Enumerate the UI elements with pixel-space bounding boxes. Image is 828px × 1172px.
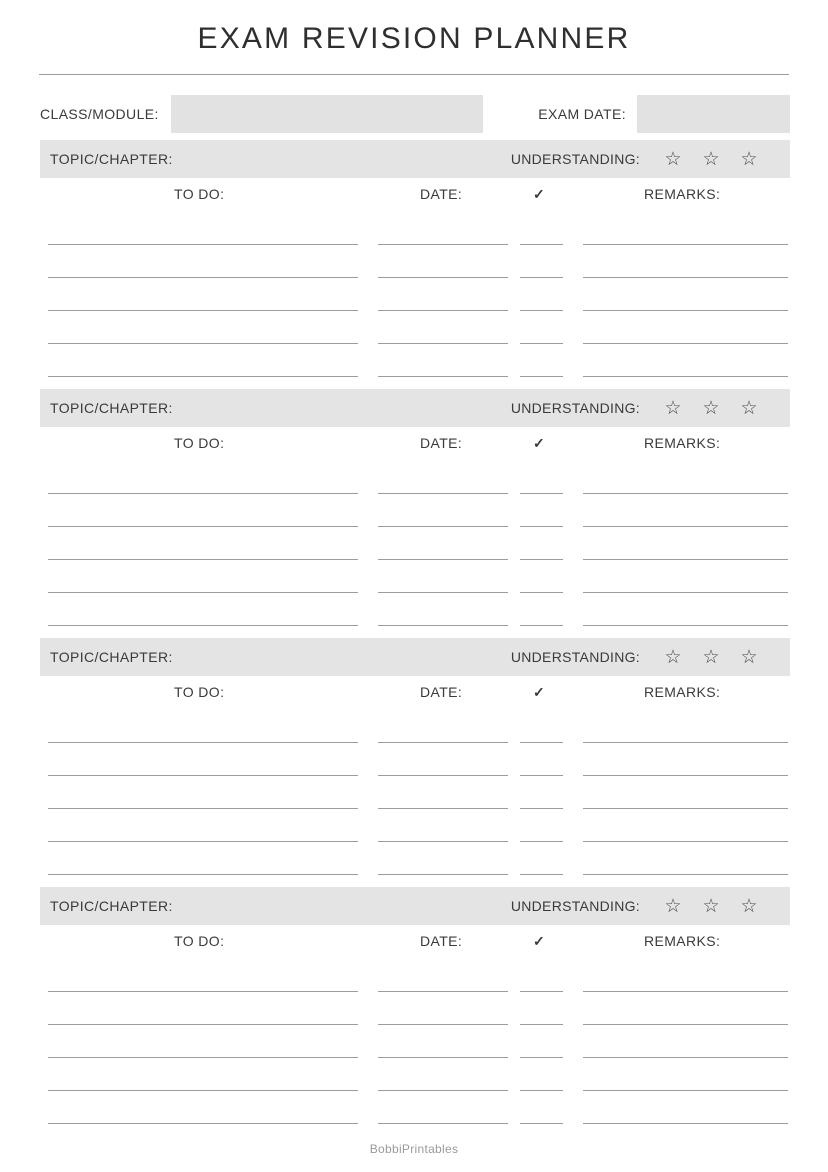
title-divider — [39, 74, 789, 75]
remarks-column-header: REMARKS: — [644, 933, 721, 949]
column-header-row — [40, 427, 790, 461]
star-icon[interactable]: ☆ — [740, 397, 758, 419]
understanding-label: UNDERSTANDING: — [510, 898, 640, 914]
topic-header-bar[interactable] — [40, 887, 790, 925]
entry-row — [40, 278, 790, 311]
remarks-column-header: REMARKS: — [644, 435, 721, 451]
todo-column-header: TO DO: — [174, 435, 225, 451]
entry-row — [40, 1058, 790, 1091]
entry-rows — [40, 959, 790, 1124]
understanding-rating — [654, 150, 768, 169]
understanding-label: UNDERSTANDING: — [510, 649, 640, 665]
topic-section — [40, 389, 790, 626]
topic-section — [40, 887, 790, 1124]
entry-row — [40, 212, 790, 245]
date-write-line[interactable] — [378, 1123, 508, 1124]
entry-row — [40, 245, 790, 278]
star-icon[interactable]: ☆ — [664, 646, 682, 668]
star-icon[interactable]: ☆ — [702, 646, 720, 668]
entry-row — [40, 461, 790, 494]
understanding-rating — [654, 399, 768, 418]
entry-row — [40, 1025, 790, 1058]
remarks-write-line[interactable] — [583, 1123, 788, 1124]
topic-section — [40, 140, 790, 377]
page-title: EXAM REVISION PLANNER — [197, 22, 631, 55]
todo-column-header: TO DO: — [174, 684, 225, 700]
date-column-header: DATE: — [420, 933, 463, 949]
todo-write-line[interactable] — [48, 874, 358, 875]
exam-date-field[interactable] — [637, 95, 790, 133]
star-icon[interactable]: ☆ — [664, 148, 682, 170]
check-column-header: ✓ — [533, 684, 546, 700]
entry-row — [40, 776, 790, 809]
topic-chapter-label: TOPIC/CHAPTER: — [50, 151, 173, 167]
column-header-row — [40, 925, 790, 959]
date-write-line[interactable] — [378, 376, 508, 377]
todo-write-line[interactable] — [48, 376, 358, 377]
todo-write-line[interactable] — [48, 1123, 358, 1124]
check-write-line[interactable] — [520, 1123, 563, 1124]
check-write-line[interactable] — [520, 874, 563, 875]
entry-row — [40, 842, 790, 875]
entry-row — [40, 527, 790, 560]
entry-rows — [40, 212, 790, 377]
entry-row — [40, 494, 790, 527]
entry-row — [40, 743, 790, 776]
entry-rows — [40, 461, 790, 626]
check-column-header: ✓ — [533, 186, 546, 202]
check-column-header: ✓ — [533, 435, 546, 451]
topic-header-bar[interactable] — [40, 389, 790, 427]
meta-row — [40, 95, 790, 133]
entry-rows — [40, 710, 790, 875]
understanding-rating — [654, 648, 768, 667]
topic-section — [40, 638, 790, 875]
entry-row — [40, 593, 790, 626]
star-icon[interactable]: ☆ — [702, 895, 720, 917]
todo-column-header: TO DO: — [174, 186, 225, 202]
remarks-write-line[interactable] — [583, 376, 788, 377]
star-icon[interactable]: ☆ — [664, 895, 682, 917]
entry-row — [40, 1091, 790, 1124]
understanding-label: UNDERSTANDING: — [510, 151, 640, 167]
topic-chapter-label: TOPIC/CHAPTER: — [50, 649, 173, 665]
class-module-field[interactable] — [171, 95, 483, 133]
exam-date-label: EXAM DATE: — [538, 106, 626, 122]
date-write-line[interactable] — [378, 625, 508, 626]
remarks-write-line[interactable] — [583, 625, 788, 626]
star-icon[interactable]: ☆ — [702, 397, 720, 419]
check-column-header: ✓ — [533, 933, 546, 949]
star-icon[interactable]: ☆ — [702, 148, 720, 170]
entry-row — [40, 809, 790, 842]
entry-row — [40, 311, 790, 344]
check-write-line[interactable] — [520, 376, 563, 377]
column-header-row — [40, 178, 790, 212]
remarks-column-header: REMARKS: — [644, 684, 721, 700]
topic-header-bar[interactable] — [40, 140, 790, 178]
todo-column-header: TO DO: — [174, 933, 225, 949]
date-column-header: DATE: — [420, 684, 463, 700]
star-icon[interactable]: ☆ — [740, 148, 758, 170]
understanding-label: UNDERSTANDING: — [510, 400, 640, 416]
date-write-line[interactable] — [378, 874, 508, 875]
footer-brand: BobbiPrintables — [369, 1142, 459, 1156]
entry-row — [40, 959, 790, 992]
check-write-line[interactable] — [520, 625, 563, 626]
entry-row — [40, 560, 790, 593]
class-module-label: CLASS/MODULE: — [40, 106, 159, 122]
date-column-header: DATE: — [420, 435, 463, 451]
todo-write-line[interactable] — [48, 625, 358, 626]
date-column-header: DATE: — [420, 186, 463, 202]
star-icon[interactable]: ☆ — [740, 895, 758, 917]
entry-row — [40, 344, 790, 377]
entry-row — [40, 992, 790, 1025]
understanding-rating — [654, 897, 768, 916]
star-icon[interactable]: ☆ — [664, 397, 682, 419]
topic-chapter-label: TOPIC/CHAPTER: — [50, 898, 173, 914]
column-header-row — [40, 676, 790, 710]
topic-header-bar[interactable] — [40, 638, 790, 676]
remarks-write-line[interactable] — [583, 874, 788, 875]
topic-chapter-label: TOPIC/CHAPTER: — [50, 400, 173, 416]
entry-row — [40, 710, 790, 743]
star-icon[interactable]: ☆ — [740, 646, 758, 668]
remarks-column-header: REMARKS: — [644, 186, 721, 202]
